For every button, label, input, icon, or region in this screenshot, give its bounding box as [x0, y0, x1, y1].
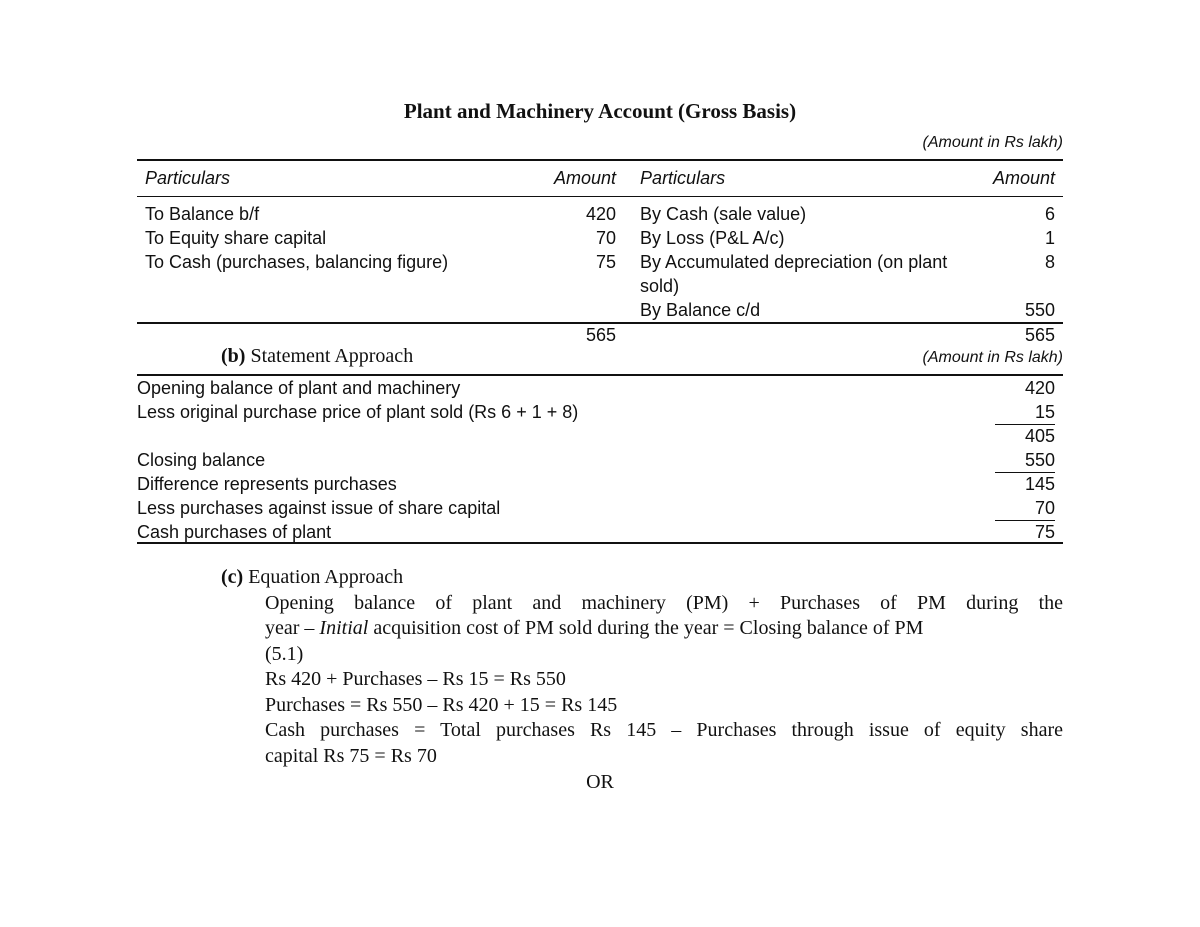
- statement-amount: 405: [1024, 426, 1055, 446]
- table-row: [137, 401, 1063, 426]
- statement-amount: 75: [1034, 522, 1055, 542]
- equation-marker: (c): [221, 566, 244, 588]
- credit-amount: 1: [1044, 228, 1055, 248]
- equation-line: capital Rs 75 = Rs 70: [265, 744, 437, 767]
- table-row: [137, 473, 1063, 497]
- equation-line: Cash purchases = Total purchases Rs 145 – Purchases through issue of equity share: [265, 719, 1063, 741]
- equation-line: Rs 420 + Purchases – Rs 15 = Rs 550: [265, 668, 566, 690]
- credit-label: By Loss (P&L A/c): [640, 228, 785, 248]
- statement-heading: [221, 345, 413, 368]
- header-particulars-credit: Particulars: [640, 168, 726, 188]
- debit-label: To Equity share capital: [145, 228, 327, 248]
- equation-text: acquisition cost of PM sold during the year = Closing balance of PM: [368, 617, 924, 639]
- statement-label: Less purchases against issue of share capital: [137, 498, 501, 518]
- debit-amount: 70: [596, 228, 617, 248]
- table-row: [137, 202, 1063, 226]
- or-separator: OR: [586, 771, 614, 793]
- debit-label: To Cash (purchases, balancing figure): [145, 252, 449, 272]
- equation-section: [221, 565, 1063, 769]
- table-row: [137, 425, 1063, 449]
- statement-amount: 15: [995, 401, 1055, 426]
- unit-note: (Amount in Rs lakh): [922, 134, 1063, 151]
- statement-table: [137, 377, 1063, 545]
- table-row: [137, 497, 1063, 522]
- ledger-header-row: [137, 166, 1063, 196]
- equation-heading: [221, 565, 1063, 591]
- table-row: [137, 521, 1063, 545]
- debit-total: 565: [529, 323, 630, 348]
- statement-amount: 420: [1024, 378, 1055, 398]
- credit-label: By Balance c/d: [640, 300, 761, 320]
- statement-label: Difference represents purchases: [137, 474, 397, 494]
- header-amount-credit: Amount: [992, 168, 1055, 188]
- statement-amount: 145: [1024, 474, 1055, 494]
- credit-amount: 6: [1044, 204, 1055, 224]
- statement-heading-text: Statement Approach: [250, 345, 414, 367]
- ledger-total-row: [137, 323, 1063, 348]
- equation-italic: Initial: [319, 617, 369, 639]
- credit-label: By Accumulated depreciation (on plant sold): [640, 252, 948, 296]
- statement-unit-note: (Amount in Rs lakh): [922, 349, 1063, 366]
- header-particulars-debit: Particulars: [145, 168, 231, 188]
- statement-label: Cash purchases of plant: [137, 522, 332, 542]
- statement-label: [137, 425, 939, 449]
- header-amount-debit: Amount: [554, 168, 617, 188]
- equation-heading-text: Equation Approach: [248, 566, 404, 588]
- ledger-top-rule: [137, 159, 1063, 161]
- ledger-table: [137, 166, 1063, 347]
- debit-amount: 75: [596, 252, 617, 272]
- statement-label: Less original purchase price of plant sold (Rs 6 + 1 + 8): [137, 402, 579, 422]
- credit-amount: 550: [1024, 300, 1055, 320]
- statement-top-rule: [137, 374, 1063, 376]
- equation-para-line: Opening balance of plant and machinery (PM) + Purchases of PM during the: [265, 591, 1063, 614]
- credit-amount: 8: [1044, 252, 1055, 272]
- debit-amount: 420: [586, 204, 617, 224]
- table-row: [137, 298, 1063, 323]
- statement-marker: (b): [221, 345, 246, 367]
- equation-line: Purchases = Rs 550 – Rs 420 + 15 = Rs 145: [265, 693, 618, 716]
- statement-label: Opening balance of plant and machinery: [137, 378, 461, 398]
- table-row: [137, 449, 1063, 474]
- statement-amount: 70: [995, 497, 1055, 522]
- page-title: Plant and Machinery Account (Gross Basis): [403, 99, 797, 123]
- credit-total: 565: [974, 323, 1063, 348]
- statement-amount: 550: [995, 449, 1055, 474]
- statement-label: Closing balance: [137, 450, 266, 470]
- table-row: [137, 377, 1063, 401]
- equation-para-line: [221, 616, 1063, 642]
- table-row: [137, 250, 1063, 298]
- table-row: [137, 226, 1063, 250]
- equation-number: (5.1): [265, 642, 304, 665]
- debit-label: To Balance b/f: [145, 204, 260, 224]
- equation-text: year –: [265, 617, 320, 639]
- credit-label: By Cash (sale value): [640, 204, 807, 224]
